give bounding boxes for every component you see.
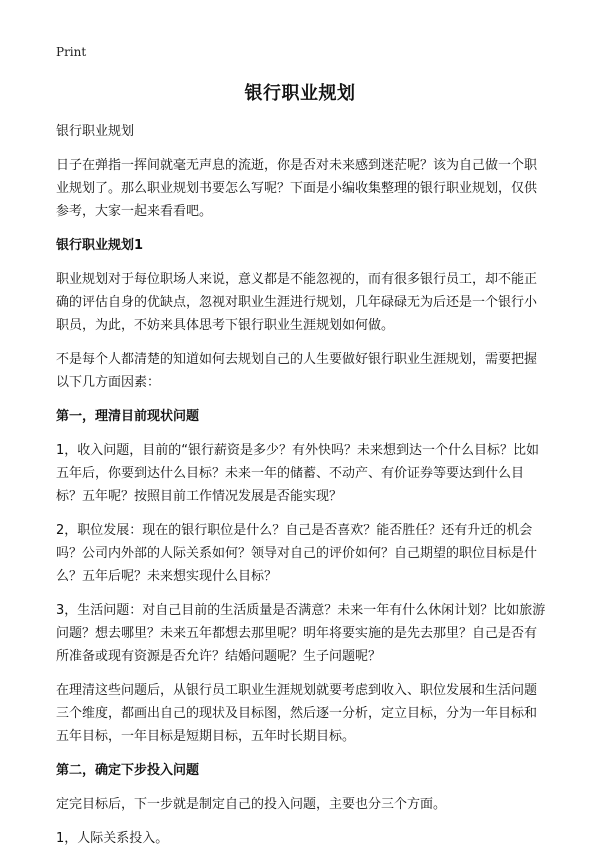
- list-item-relationships: 1，人际关系投入。: [56, 831, 169, 846]
- paragraph-4: 定完目标后，下一步就是制定自己的投入问题，主要也分三个方面。: [56, 797, 447, 812]
- heading-second: 第二，确定下步投入问题: [56, 763, 200, 778]
- document-body: [56, 120, 548, 861]
- paragraph-3: 在理清这些问题后，从银行员工职业生涯规划就要考虑到收入、职位发展和生活问题三个维度，都画出自己的现状及目标图，然后逐一分析，定立目标，分为一年目标和五年目标，一年目标是短期目标，五年时长期目标。: [56, 683, 538, 744]
- section-heading-1: 银行职业规划1: [56, 238, 144, 253]
- print-label: Print: [56, 45, 87, 59]
- list-item-life: 3，生活问题：对自己目前的生活质量是否满意？未来一年有什么休闲计划？比如旅游问题？想去哪里？未来五年都想去那里呢？明年将要实施的是先去那里？自己是否有所准备或现有资源是否允许？结婚问题呢？生子问题呢？: [56, 603, 546, 664]
- document-subtitle: 银行职业规划: [56, 124, 135, 139]
- document-title: 银行职业规划: [244, 83, 356, 104]
- paragraph-1: 职业规划对于每位职场人来说，意义都是不能忽视的，而有很多银行员工，却不能正确的评估自身的优缺点，忽视对职业生涯进行规划，几年碌碌无为后还是一个银行小职员，为此，不妨来具体思考下银行职业生涯规划如何做。: [56, 272, 538, 333]
- list-item-income: 1，收入问题，目前的“银行薪资是多少？有外快吗？未来想到达一个什么目标？比如五年后，你要到达什么目标？未来一年的储蓄、不动产、有价证券等要达到什么目标？五年呢？按照目前工作情况发展是否能实现？: [56, 443, 540, 504]
- intro-paragraph: 日子在弹指一挥间就毫无声息的流逝，你是否对未来感到迷茫呢？该为自己做一个职业规划了。那么职业规划书要怎么写呢？下面是小编收集整理的银行职业规划，仅供参考，大家一起来看看吧。: [56, 158, 538, 219]
- list-item-position: 2，职位发展：现在的银行职位是什么？自己是否喜欢？能否胜任？还有升迁的机会吗？公司内外部的人际关系如何？领导对自己的评价如何？自己期望的职位目标是什么？五年后呢？未来想实现什么目标？: [56, 523, 538, 584]
- heading-first: 第一，理清目前现状问题: [56, 409, 200, 424]
- paragraph-2: 不是每个人都清楚的知道如何去规划自己的人生要做好银行职业生涯规划，需要把握以下几方面因素：: [56, 352, 538, 390]
